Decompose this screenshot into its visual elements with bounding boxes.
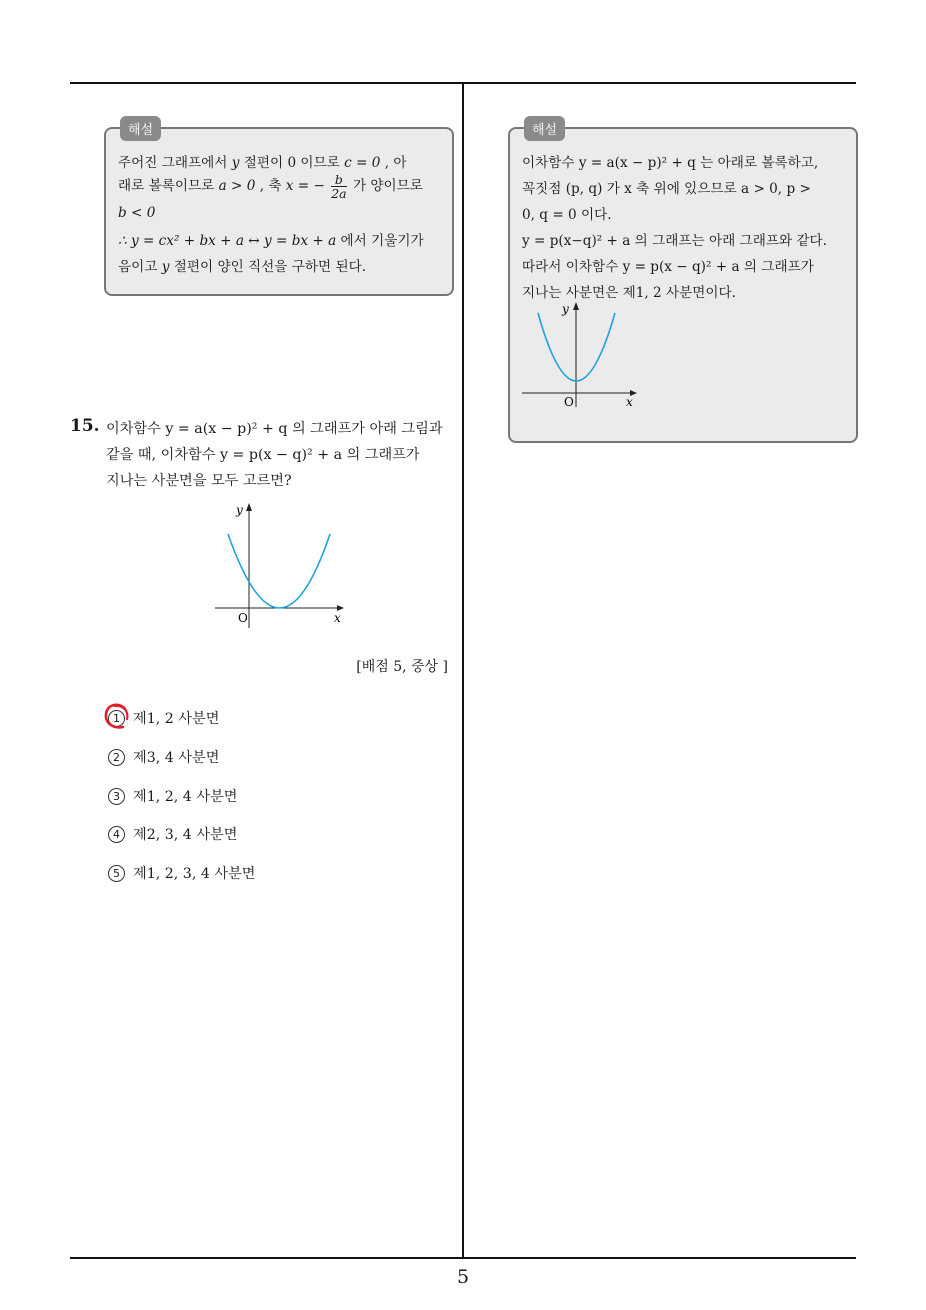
solution-line-2: 래로 볼록이므로 a > 0 , 축 x = − $\frac{b}{2a}$ 가 양이므로 <box>118 172 423 202</box>
solution-line-4: ∴ y = cx² + bx + a ↔ y = bx + a 에서 기울기가 <box>118 233 424 249</box>
solution-line-1: 이차함수 y = a(x − p)² + q 는 아래로 볼록하고, <box>522 155 819 171</box>
right-solution-box <box>508 123 858 443</box>
question-graph <box>210 500 350 630</box>
y-axis-arrow <box>573 302 579 310</box>
solution-line-1: 주어진 그래프에서 y 절편이 0 이므로 c = 0 , 아 <box>118 155 407 171</box>
x-axis-label: x <box>334 611 341 625</box>
y-axis-label: y <box>236 503 243 517</box>
question-number: 15. <box>70 416 100 436</box>
question-line-3: 지나는 사분면을 모두 고르면? <box>106 473 292 489</box>
choice-5[interactable]: 5 제1, 2, 3, 4 사분면 <box>108 863 256 883</box>
choice-mark-4: 4 <box>108 826 125 843</box>
fraction-b-over-2a: $\frac{b}{2a}$ <box>331 172 347 202</box>
choice-mark-5: 5 <box>108 865 125 882</box>
solution-graph <box>520 299 645 407</box>
column-divider <box>462 82 464 1259</box>
origin-label: O <box>564 395 574 407</box>
solution-line-3: 0, q = 0 이다. <box>522 207 612 223</box>
score-label: [배점 5, 중상 ] <box>356 659 448 675</box>
question-line-2: 같을 때, 이차함수 y = p(x − q)² + a 의 그래프가 <box>106 447 420 463</box>
choice-3[interactable]: 3 제1, 2, 4 사분면 <box>108 786 237 806</box>
choice-mark-2: 2 <box>108 749 125 766</box>
left-solution-box <box>104 123 454 296</box>
page-number: 5 <box>456 1266 470 1288</box>
bottom-rule <box>70 1257 856 1259</box>
answer-circle-mark <box>101 701 133 733</box>
solution-line-6: 지나는 사분면은 제1, 2 사분면이다. <box>522 285 736 301</box>
choice-4[interactable]: 4 제2, 3, 4 사분면 <box>108 824 237 844</box>
solution-line-5: 음이고 y 절편이 양인 직선을 구하면 된다. <box>118 259 367 275</box>
solution-line-4: y = p(x−q)² + a 의 그래프는 아래 그래프와 같다. <box>522 233 828 249</box>
y-axis-arrow <box>246 503 252 511</box>
origin-label: O <box>238 611 248 625</box>
solution-line-2: 꼭짓점 (p, q) 가 x 축 위에 있으므로 a > 0, p > <box>522 181 811 197</box>
y-axis-label: y <box>562 302 569 316</box>
parabola-curve <box>228 534 330 608</box>
solution-tag: 해설 <box>524 116 565 141</box>
choice-1[interactable]: 1 제1, 2 사분면 <box>108 708 219 728</box>
solution-tag: 해설 <box>120 116 161 141</box>
solution-line-5: 따라서 이차함수 y = p(x − q)² + a 의 그래프가 <box>522 259 814 275</box>
choice-mark-1: 1 <box>108 710 125 727</box>
choice-mark-3: 3 <box>108 788 125 805</box>
solution-line-3: b < 0 <box>118 205 156 221</box>
choice-2[interactable]: 2 제3, 4 사분면 <box>108 747 219 767</box>
x-axis-label: x <box>626 395 633 407</box>
question-line-1: 이차함수 y = a(x − p)² + q 의 그래프가 아래 그림과 <box>106 421 443 437</box>
